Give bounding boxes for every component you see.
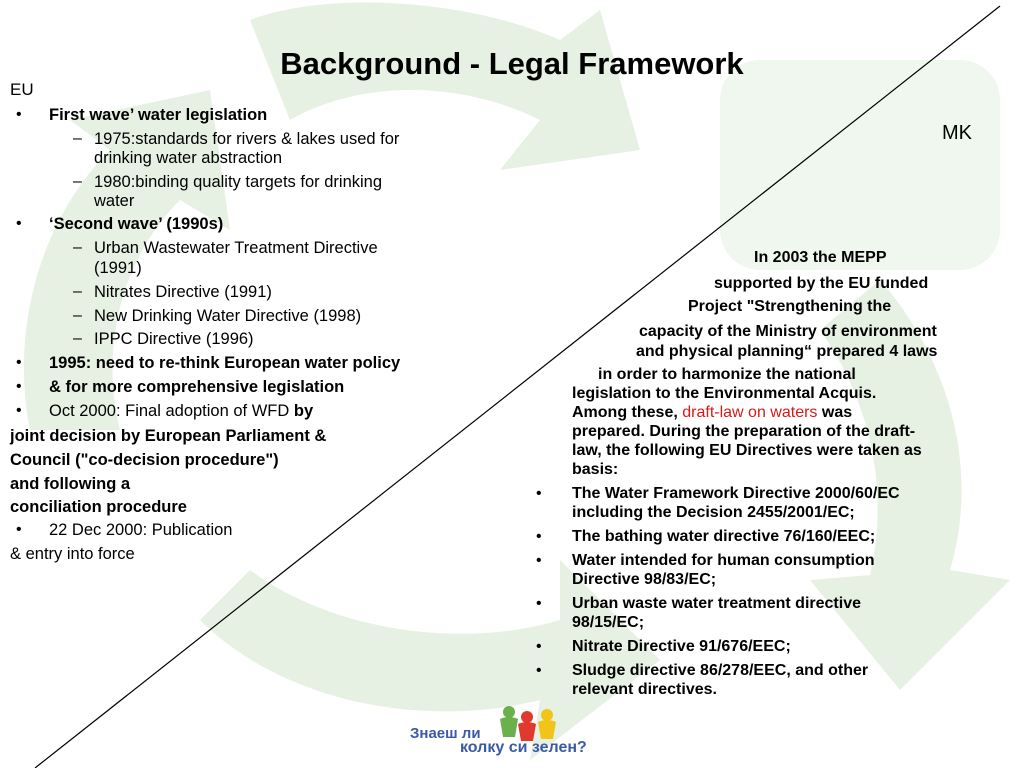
mk-intro-line: In 2003 the MEPP — [754, 249, 887, 266]
bg-block-right — [720, 60, 1000, 270]
slide-title: Background - Legal Framework — [280, 46, 744, 81]
mk-was: was — [821, 404, 853, 421]
mk-directive-item: Sludge directive 86/278/EEC, and other — [572, 662, 869, 679]
mk-directive-item: including the Decision 2455/2001/EC; — [572, 504, 855, 521]
logo-text-line2: колку си зелен? — [460, 739, 587, 756]
dash-icon: – — [73, 239, 82, 256]
mk-intro-line: law, the following EU Directives were taken as — [572, 442, 922, 459]
bullet-icon: • — [16, 354, 22, 371]
bullet-icon: • — [536, 528, 542, 545]
eu-item: IPPC Directive (1996) — [94, 330, 254, 348]
dash-icon: – — [73, 283, 82, 300]
eu-council: Council ("co-decision procedure") — [10, 451, 279, 469]
bullet-icon: • — [536, 638, 542, 655]
eu-item: (1991) — [94, 259, 142, 277]
mk-directive-item: Urban waste water treatment directive — [572, 595, 861, 612]
logo-text-line1: Знаеш ли — [410, 725, 481, 742]
bullet-icon: • — [536, 662, 542, 679]
mk-directive-item: 98/15/EC; — [572, 614, 645, 631]
draft-law-on-waters: draft-law on waters — [682, 404, 818, 421]
eu-item: drinking water abstraction — [94, 149, 283, 167]
mk-directive-item: Nitrate Directive 91/676/EEC; — [572, 638, 791, 655]
dash-icon: – — [73, 307, 82, 324]
dash-icon: – — [73, 173, 82, 190]
eu-oct-2000 — [49, 401, 313, 421]
bullet-icon: • — [16, 215, 22, 232]
eu-item: water — [94, 192, 135, 210]
eu-rethink: 1995: need to re-think European water policy — [49, 354, 401, 372]
bullet-icon: • — [16, 402, 22, 419]
mk-intro-line: legislation to the Environmental Acquis. — [572, 385, 877, 402]
eu-and-following: and following a — [10, 475, 131, 493]
mk-directive-item: relevant directives. — [572, 681, 717, 698]
bullet-icon: • — [16, 521, 22, 538]
mk-label: MK — [942, 122, 972, 144]
campaign-logo — [408, 703, 618, 763]
eu-item: Urban Wastewater Treatment Directive — [94, 239, 378, 257]
mk-intro-line: supported by the EU funded — [714, 275, 929, 292]
bullet-icon: • — [16, 106, 22, 123]
eu-item: 1980:binding quality targets for drinking — [94, 173, 383, 191]
eu-joint-decision: joint decision by European Parliament & — [10, 427, 327, 445]
bullet-icon: • — [16, 378, 22, 395]
dash-icon: – — [73, 330, 82, 347]
eu-publication: 22 Dec 2000: Publication — [49, 521, 233, 539]
eu-conciliation: conciliation procedure — [10, 498, 187, 516]
eu-item: New Drinking Water Directive (1998) — [94, 307, 362, 325]
mk-intro-line: Project "Strengthening the — [688, 298, 892, 315]
eu-second-wave: ‘Second wave’ (1990s) — [49, 215, 224, 233]
eu-item: 1975:standards for rivers & lakes used for — [94, 130, 400, 148]
bullet-icon: • — [536, 595, 542, 612]
mk-intro-line: prepared. During the preparation of the draft- — [572, 423, 916, 440]
mk-directive-item: Directive 98/83/EC; — [572, 571, 717, 588]
bullet-icon: • — [536, 552, 542, 569]
eu-first-wave: First wave’ water legislation — [49, 106, 268, 124]
eu-item: Nitrates Directive (1991) — [94, 283, 272, 301]
eu-comprehensive: & for more comprehensive legislation — [49, 378, 345, 396]
mk-intro-line: in order to harmonize the national — [598, 366, 856, 383]
mk-intro-line: capacity of the Ministry of environment — [639, 323, 937, 340]
mk-intro-line: and physical planning“ prepared 4 laws — [636, 343, 938, 360]
mk-directive-item: The Water Framework Directive 2000/60/EC — [572, 485, 900, 502]
mk-intro-line: basis: — [572, 461, 619, 478]
mk-among: Among these, — [572, 404, 678, 421]
mk-directive-item: The bathing water directive 76/160/EEC; — [572, 528, 876, 545]
dash-icon: – — [73, 130, 82, 147]
eu-oct-prefix: Oct 2000: Final adoption of WFD — [49, 402, 290, 420]
bullet-icon: • — [536, 485, 542, 502]
eu-label: EU — [10, 80, 34, 99]
mk-directive-item: Water intended for human consumption — [572, 552, 875, 569]
eu-entry: & entry into force — [10, 545, 135, 563]
eu-oct-by: by — [293, 402, 314, 420]
mk-among-line — [572, 403, 852, 422]
